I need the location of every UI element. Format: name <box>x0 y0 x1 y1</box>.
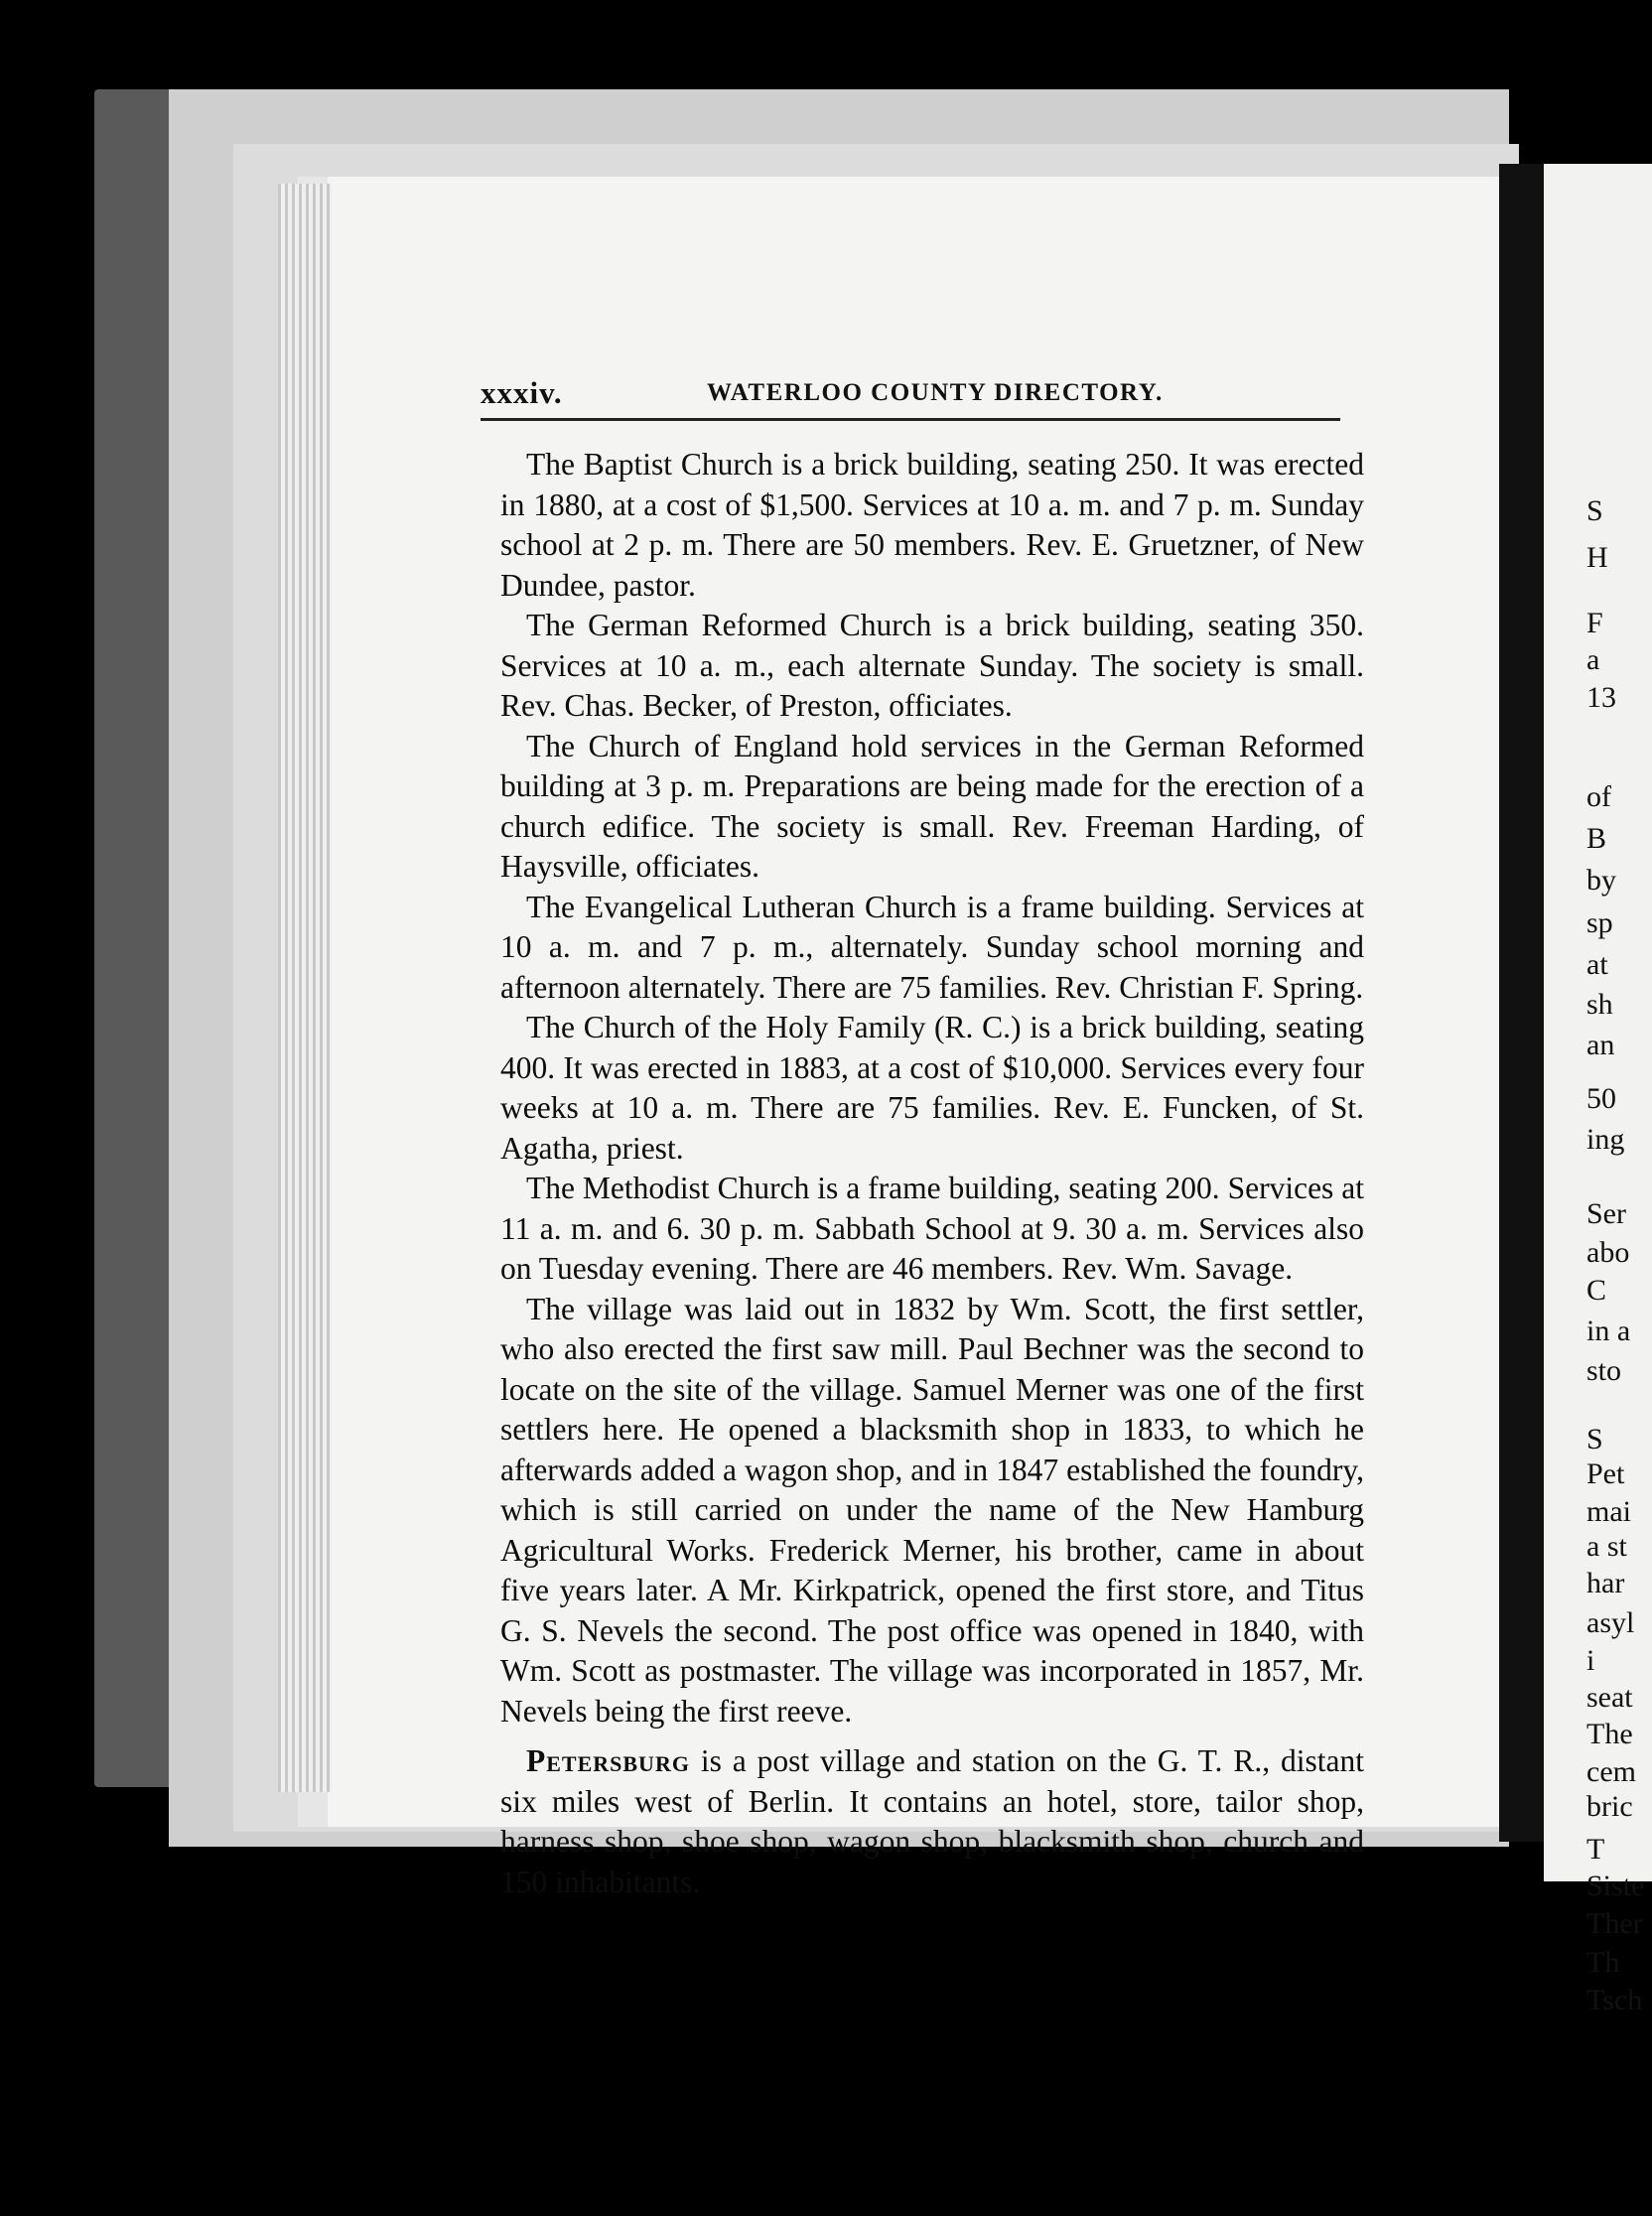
facing-page-fragment: Ser <box>1586 1197 1626 1230</box>
facing-page-fragment: a st <box>1586 1530 1627 1563</box>
facing-page-fragment: in a <box>1586 1315 1631 1347</box>
facing-page-fragment: S <box>1586 494 1603 527</box>
book-gutter <box>1499 164 1544 1842</box>
paragraph-petersburg <box>500 1741 1364 1902</box>
paragraph-baptist-church: The Baptist Church is a brick building, seating 250. It was erected in 1880, at a cost of $1,500. Services at 10 a. m. and 7 p. m. Sunday school at 2 p. m. There are 50 members. Rev. E. Gruetzner, of New Dundee, pastor. <box>500 447 1364 603</box>
paragraph-methodist-church: The Methodist Church is a frame building, seating 200. Services at 11 a. m. and 6. 30 p. m. Sabbath School at 9. 30 a. m. Services also on Tuesday evening. There are 46 members. Rev. Wm. Savage. <box>500 1171 1364 1286</box>
facing-page-fragment: sp <box>1586 906 1613 939</box>
paragraph-church-of-england: The Church of England hold services in the German Reformed building at 3 p. m. Preparations are being made for the erection of a church edifice. The society is small. Rev. Freeman Harding, of Haysville, officiates. <box>500 728 1364 884</box>
facing-page-fragment: sh <box>1586 988 1613 1021</box>
facing-page-fragment: cem <box>1586 1755 1636 1788</box>
facing-page-fragment: B <box>1586 822 1607 855</box>
facing-page-fragment: S <box>1586 1423 1603 1455</box>
paragraph-holy-family-church: The Church of the Holy Family (R. C.) is a brick building, seating 400. It was erected in 1883, at a cost of $10,000. Services every four weeks at 10 a. m. There are 75 families. Rev. E. Funcken, of St. Agatha, priest. <box>500 1010 1364 1166</box>
facing-page-fragment: C <box>1586 1274 1607 1307</box>
place-name: Petersburg <box>526 1743 690 1778</box>
facing-page-fragment: mai <box>1586 1495 1631 1528</box>
paragraph-evangelical-lutheran-church: The Evangelical Lutheran Church is a frame building. Services at 10 a. m. and 7 p. m., alternately. Sunday school morning and afternoon alternately. There are 75 families. Rev. Christian F. Spring. <box>500 889 1364 1005</box>
page-edges <box>278 184 333 1792</box>
facing-page-fragment: Siste <box>1586 1870 1645 1902</box>
facing-page-fragment: 13 <box>1586 681 1616 714</box>
facing-page-fragment: asyl <box>1586 1606 1635 1639</box>
facing-page-fragment: har <box>1586 1567 1625 1599</box>
facing-page-fragment: The <box>1586 1718 1633 1750</box>
facing-page-fragment: of <box>1586 780 1611 813</box>
facing-page-fragment: sto <box>1586 1354 1622 1387</box>
facing-page-fragment: seat <box>1586 1681 1633 1714</box>
running-title: WATERLOO COUNTY DIRECTORY. <box>707 379 1164 406</box>
facing-page-fragment: Tsch <box>1586 1984 1643 2016</box>
facing-page-fragment: H <box>1586 541 1608 574</box>
facing-page-fragment: F <box>1586 607 1603 639</box>
paragraph-german-reformed-church: The German Reformed Church is a brick building, seating 350. Services at 10 a. m., each alternate Sunday. The society is small. Rev. Chas. Becker, of Preston, officiates. <box>500 608 1364 723</box>
facing-page-fragment: by <box>1586 864 1616 897</box>
facing-page-fragment: i <box>1586 1644 1595 1677</box>
page-number: xxxiv. <box>481 375 563 410</box>
facing-page-fragment: an <box>1586 1029 1615 1061</box>
facing-page-fragment: T <box>1586 1833 1605 1866</box>
header-rule <box>481 418 1340 421</box>
facing-page-fragment: a <box>1586 643 1600 676</box>
facing-page-fragment: Pet <box>1586 1457 1625 1490</box>
page-body <box>500 445 1364 1902</box>
facing-page-fragment: Ther <box>1586 1907 1643 1940</box>
paragraph-text: is a post village and station on the G. T. R., distant six miles west of Berlin. It contains an hotel, store, tailor shop, harness shop, shoe shop, wagon shop, blacksmith shop, church and 150 inhabitants. <box>500 1743 1364 1899</box>
paragraph-village-history: The village was laid out in 1832 by Wm. Scott, the first settler, who also erected the first saw mill. Paul Bechner was the second to locate on the site of the village. Samuel Merner was one of the first settlers here. He opened a blacksmith shop in 1833, to which he afterwards added a wagon shop, and in 1847 established the foundry, which is still carried on under the name of the New Hamburg Agricultural Works. Frederick Merner, his brother, came in about five years later. A Mr. Kirkpatrick, opened the first store, and Titus G. S. Nevels the second. The post office was opened in 1840, with Wm. Scott as postmaster. The village was incorporated in 1857, Mr. Nevels being the first reeve. <box>500 1291 1364 1729</box>
facing-page-fragment: abo <box>1586 1236 1630 1269</box>
page-header <box>481 375 1344 415</box>
facing-page-fragment: bric <box>1586 1790 1633 1823</box>
facing-page-fragment: at <box>1586 948 1608 981</box>
facing-page-fragment: 50 <box>1586 1082 1616 1115</box>
facing-page-fragment: Th <box>1586 1946 1620 1979</box>
facing-page-fragment: ing <box>1586 1123 1625 1156</box>
